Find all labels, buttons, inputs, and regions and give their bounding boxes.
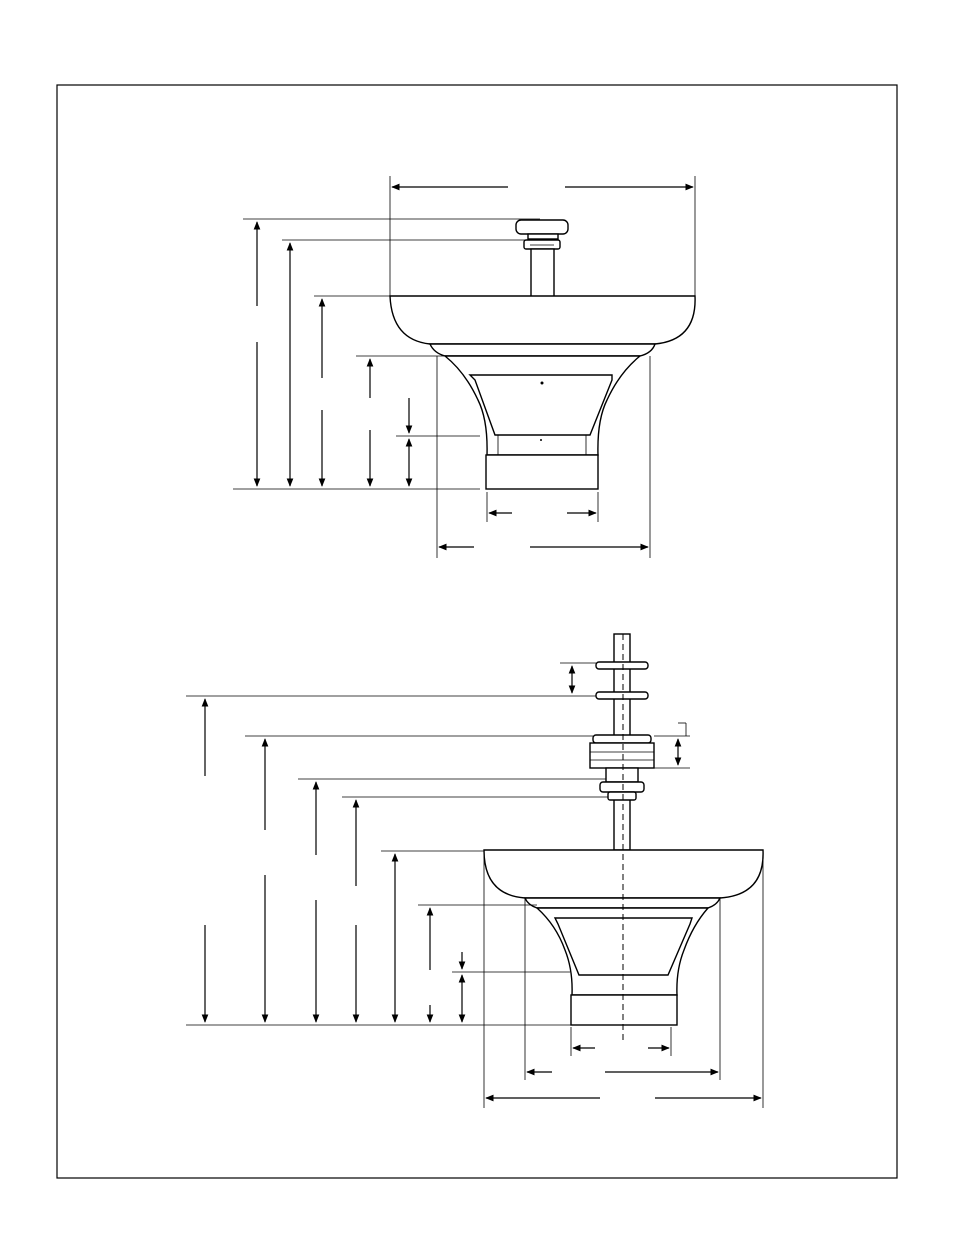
fixture-bottom [484,634,763,1040]
view-bottom [186,634,763,1108]
fixture-top [390,220,695,489]
sheet-border [57,85,897,1178]
view-top [233,176,695,558]
